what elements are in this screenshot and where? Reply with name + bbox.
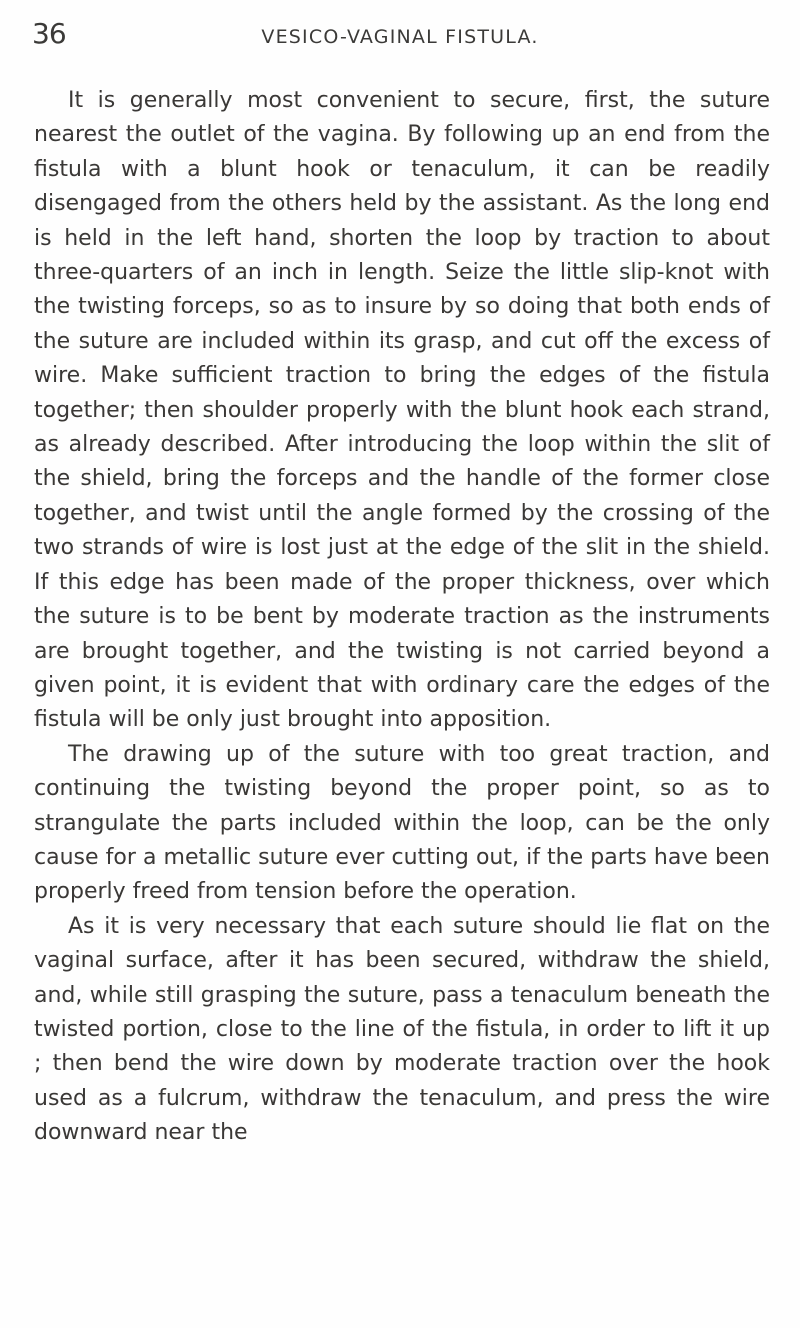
paragraph-2: The drawing up of the suture with too great traction, and continuing the twisting beyond the proper point, so as to strangulate the parts included within the loop, can be the only cause for a metallic suture ever cutting out, if the parts have been properly freed from tension before the operation. — [34, 741, 770, 905]
body-text — [34, 84, 770, 1151]
paragraph-3: As it is very necessary that each suture should lie flat on the vaginal surface, after it has been secured, withdraw the shield, and, while still grasping the suture, pass a tenaculum beneath the twisted portion, close to the line of the fistula, in order to lift it up ; then bend the wire down by moderate traction over the hook used as a fulcrum, withdraw the tenaculum, and press the wire downward near the — [34, 913, 770, 1146]
paragraph-1: It is generally most convenient to secure, first, the suture nearest the outlet of the vagina. By following up an end from the fistula with a blunt hook or tenaculum, it can be readily disengaged from the others held by the assistant. As the long end is held in the left hand, shorten the loop by traction to about three-quarters of an inch in length. Seize the little slip-knot with the twisting forceps, so as to insure by so doing that both ends of the suture are included within its grasp, and cut off the excess of wire. Make sufficient traction to bring the edges of the fistula together; then shoulder properly with the blunt hook each strand, as already described. After introducing the loop within the slit of the shield, bring the forceps and the handle of the former close together, and twist until the angle formed by the crossing of the two strands of wire is lost just at the edge of the slit in the shield. If this edge has been made of the proper thickness, over which the suture is to be bent by moderate traction as the instruments are brought together, and the twisting is not carried beyond a given point, it is evident that with ordinary care the edges of the fistula will be only just brought into apposition. — [34, 88, 770, 733]
running-head-title: VESICO-VAGINAL FISTULA. — [261, 26, 539, 48]
page-number: 36 — [32, 17, 66, 50]
